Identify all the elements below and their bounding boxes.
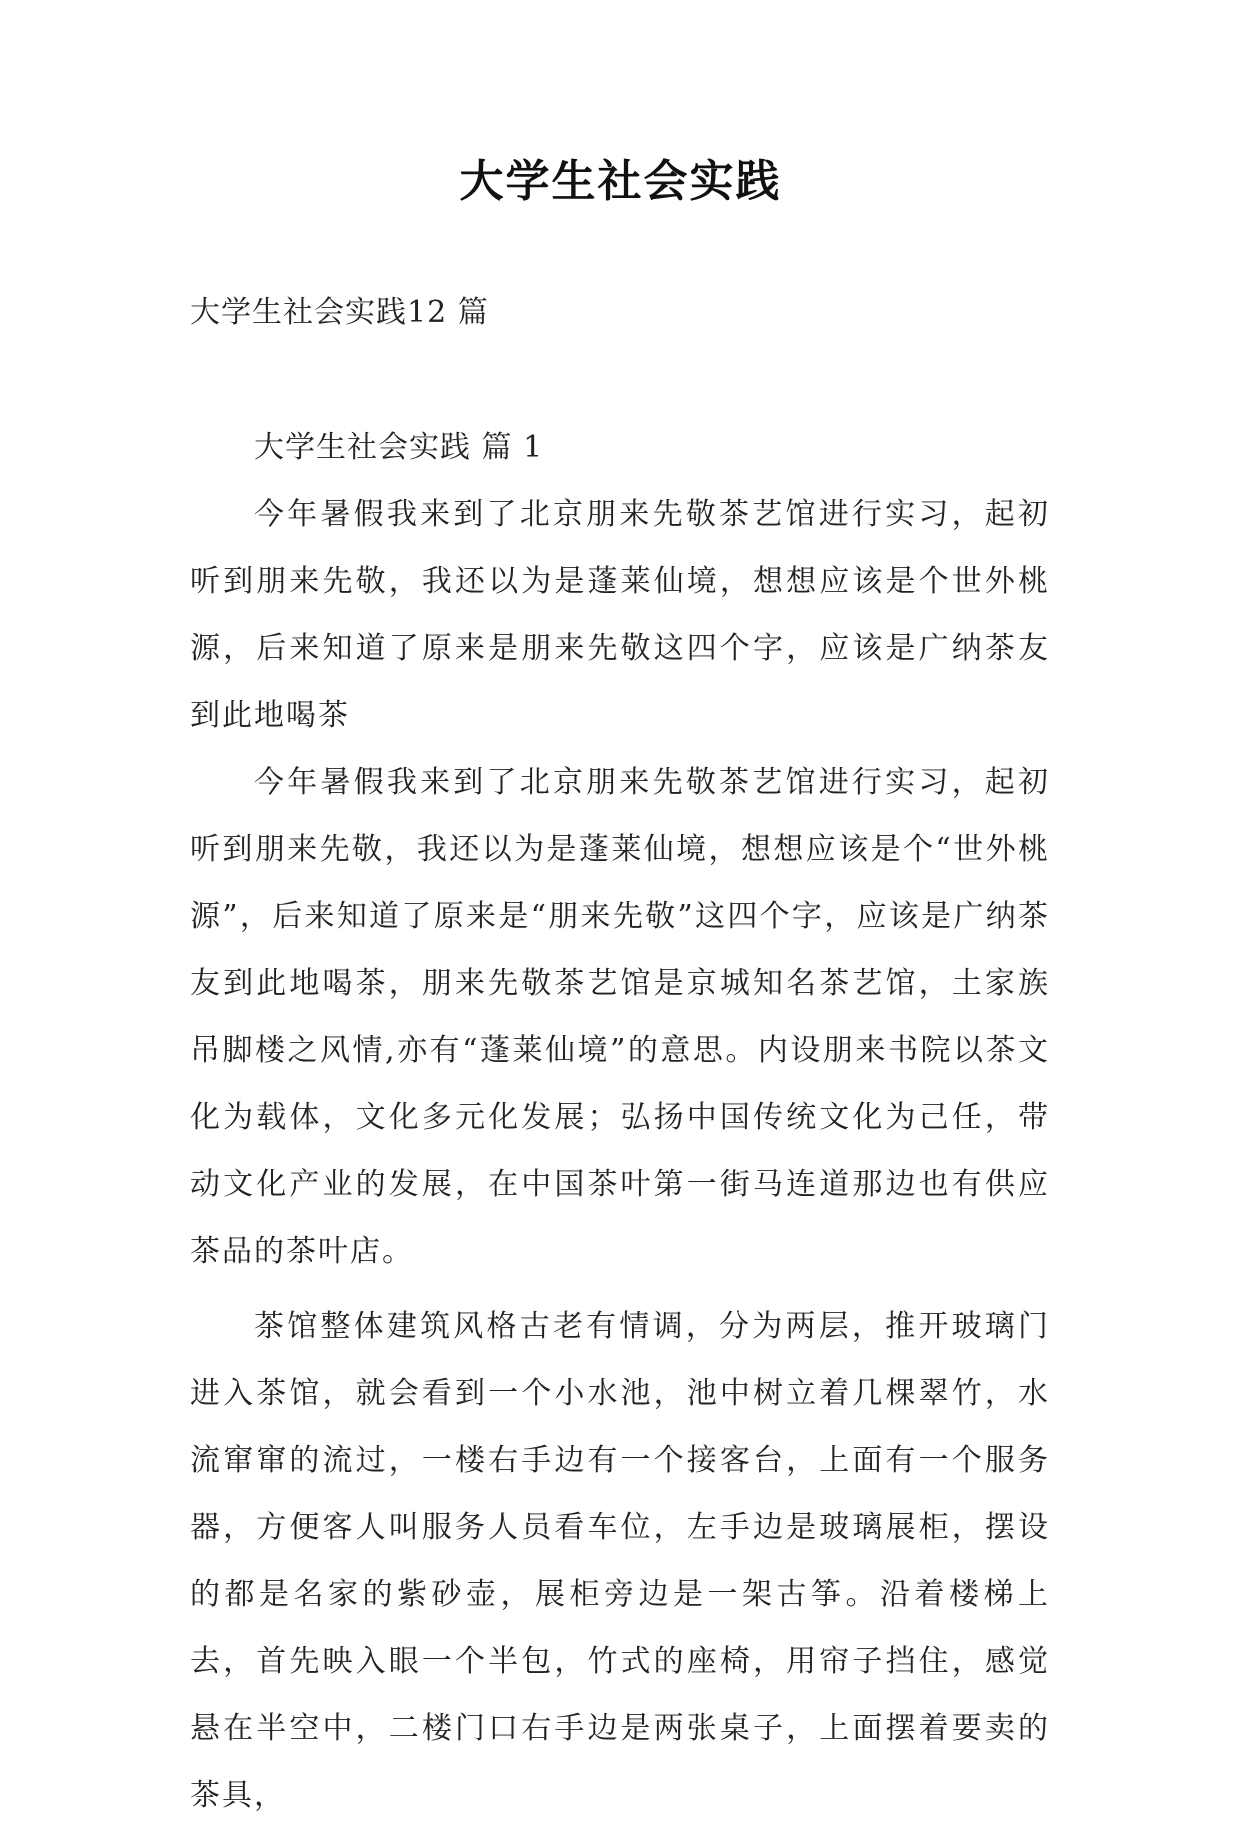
body-paragraph: 今年暑假我来到了北京朋来先敬茶艺馆进行实习，起初听到朋来先敬，我还以为是蓬莱仙境，想想应该是个“世外桃源”，后来知道了原来是“朋来先敬”这四个字，应该是广纳茶友到此地喝茶，朋来先敬茶艺馆是京城知名茶艺馆，土家族吊脚楼之风情,亦有“蓬莱仙境”的意思。内设朋来书院以茶文化为载体，文化多元化发展；弘扬中国传统文化为己任，带动文化产业的发展，在中国茶叶第一街马连道那边也有供应茶品的茶叶店。 [190, 765, 1050, 1269]
page-title: 大学生社会实践 [459, 156, 782, 207]
document-subtitle: 大学生社会实践12 篇 [190, 295, 489, 330]
body-paragraph: 今年暑假我来到了北京朋来先敬茶艺馆进行实习，起初听到朋来先敬，我还以为是蓬莱仙境，想想应该是个世外桃源，后来知道了原来是朋来先敬这四个字，应该是广纳茶友到此地喝茶 [190, 497, 1050, 733]
section-heading: 大学生社会实践 篇 1 [254, 430, 544, 465]
body-paragraph: 茶馆整体建筑风格古老有情调，分为两层，推开玻璃门进入茶馆，就会看到一个小水池，池中树立着几棵翠竹，水流窜窜的流过，一楼右手边有一个接客台，上面有一个服务器，方便客人叫服务人员看车位，左手边是玻璃展柜，摆设的都是名家的紫砂壶，展柜旁边是一架古筝。沿着楼梯上去，首先映入眼一个半包，竹式的座椅，用帘子挡住，感觉悬在半空中，二楼门口右手边是两张桌子，上面摆着要卖的茶具， [190, 1309, 1050, 1813]
document-body [190, 414, 1050, 1829]
